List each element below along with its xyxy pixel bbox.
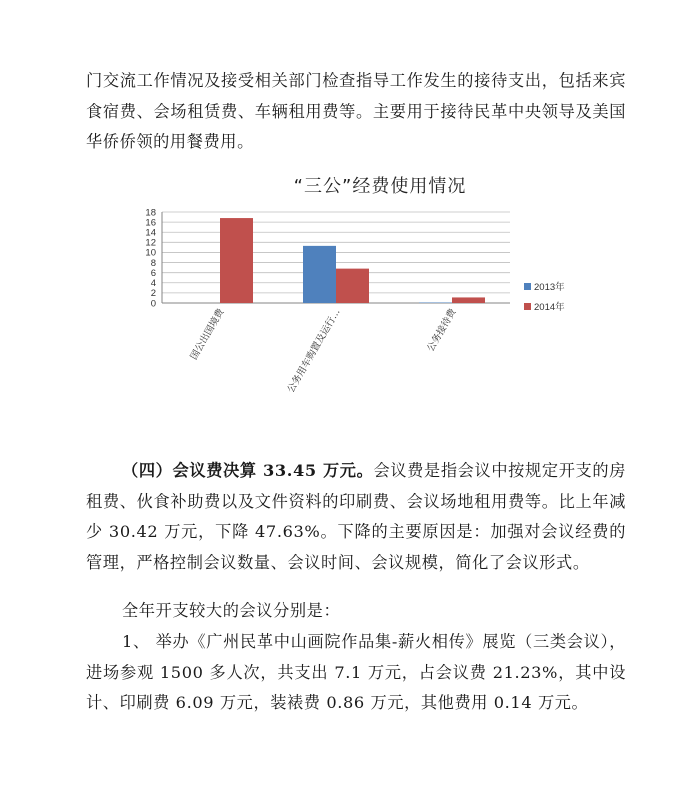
legend-label: 2014年: [534, 302, 565, 313]
bar-2013: [303, 246, 336, 303]
category-label: 公务接待费: [425, 307, 459, 354]
y-tick-label: 6: [150, 267, 156, 279]
bar-2013: [419, 302, 452, 303]
y-tick-label: 14: [145, 227, 156, 239]
y-tick-label: 16: [145, 217, 156, 229]
paragraph-meeting-item-1: 1、 举办《广州民革中山画院作品集-薪火相传》展览（三类会议），进场参观 1500 多人次，共支出 7.1 万元，占会议费 21.23%，其中设计、印刷费 6.09 万元，装裱费 0.86 万元，其他费用 0.14 万元。: [86, 632, 626, 712]
legend-label: 2013年: [534, 282, 565, 293]
category-label: 公务用车购置及运行…: [285, 307, 343, 395]
paragraph-reception-expenses: 门交流工作情况及接受相关部门检查指导工作发生的接待支出，包括来宾食宿费、会场租赁费、车辆租用费等。主要用于接待民革中央领导及美国华侨侨领的用餐费用。: [86, 71, 626, 151]
y-tick-label: 0: [150, 298, 156, 310]
paragraph-meeting-expenses: [86, 456, 626, 578]
bar-2014: [220, 218, 253, 303]
bar-2014: [336, 269, 369, 303]
meeting-expenses-body: 会议费是指会议中按规定开支的房租费、伙食补助费以及文件资料的印刷费、会议场地租用费等。比上年减少 30.42 万元，下降 47.63%。下降的主要原因是：加强对会议经费的管理，严格控制会议数量、会议时间、会议规模，简化了会议形式。: [86, 461, 627, 572]
y-tick-label: 8: [150, 257, 156, 269]
paragraph-major-meetings-intro: 全年开支较大的会议分别是：: [122, 601, 341, 620]
legend-swatch-2013: [524, 283, 531, 290]
category-label: 国公出国境费: [188, 307, 227, 362]
meeting-expenses-heading: （四）会议费决算 33.45 万元。: [122, 461, 374, 480]
y-tick-label: 4: [150, 278, 156, 290]
y-tick-label: 12: [145, 237, 156, 249]
bar-2014: [452, 297, 485, 303]
y-tick-label: 2: [150, 288, 156, 300]
y-tick-label: 10: [145, 247, 156, 259]
legend-swatch-2014: [524, 303, 531, 310]
chart-title: “三公”经费使用情况: [293, 176, 467, 197]
y-tick-label: 18: [145, 207, 156, 219]
